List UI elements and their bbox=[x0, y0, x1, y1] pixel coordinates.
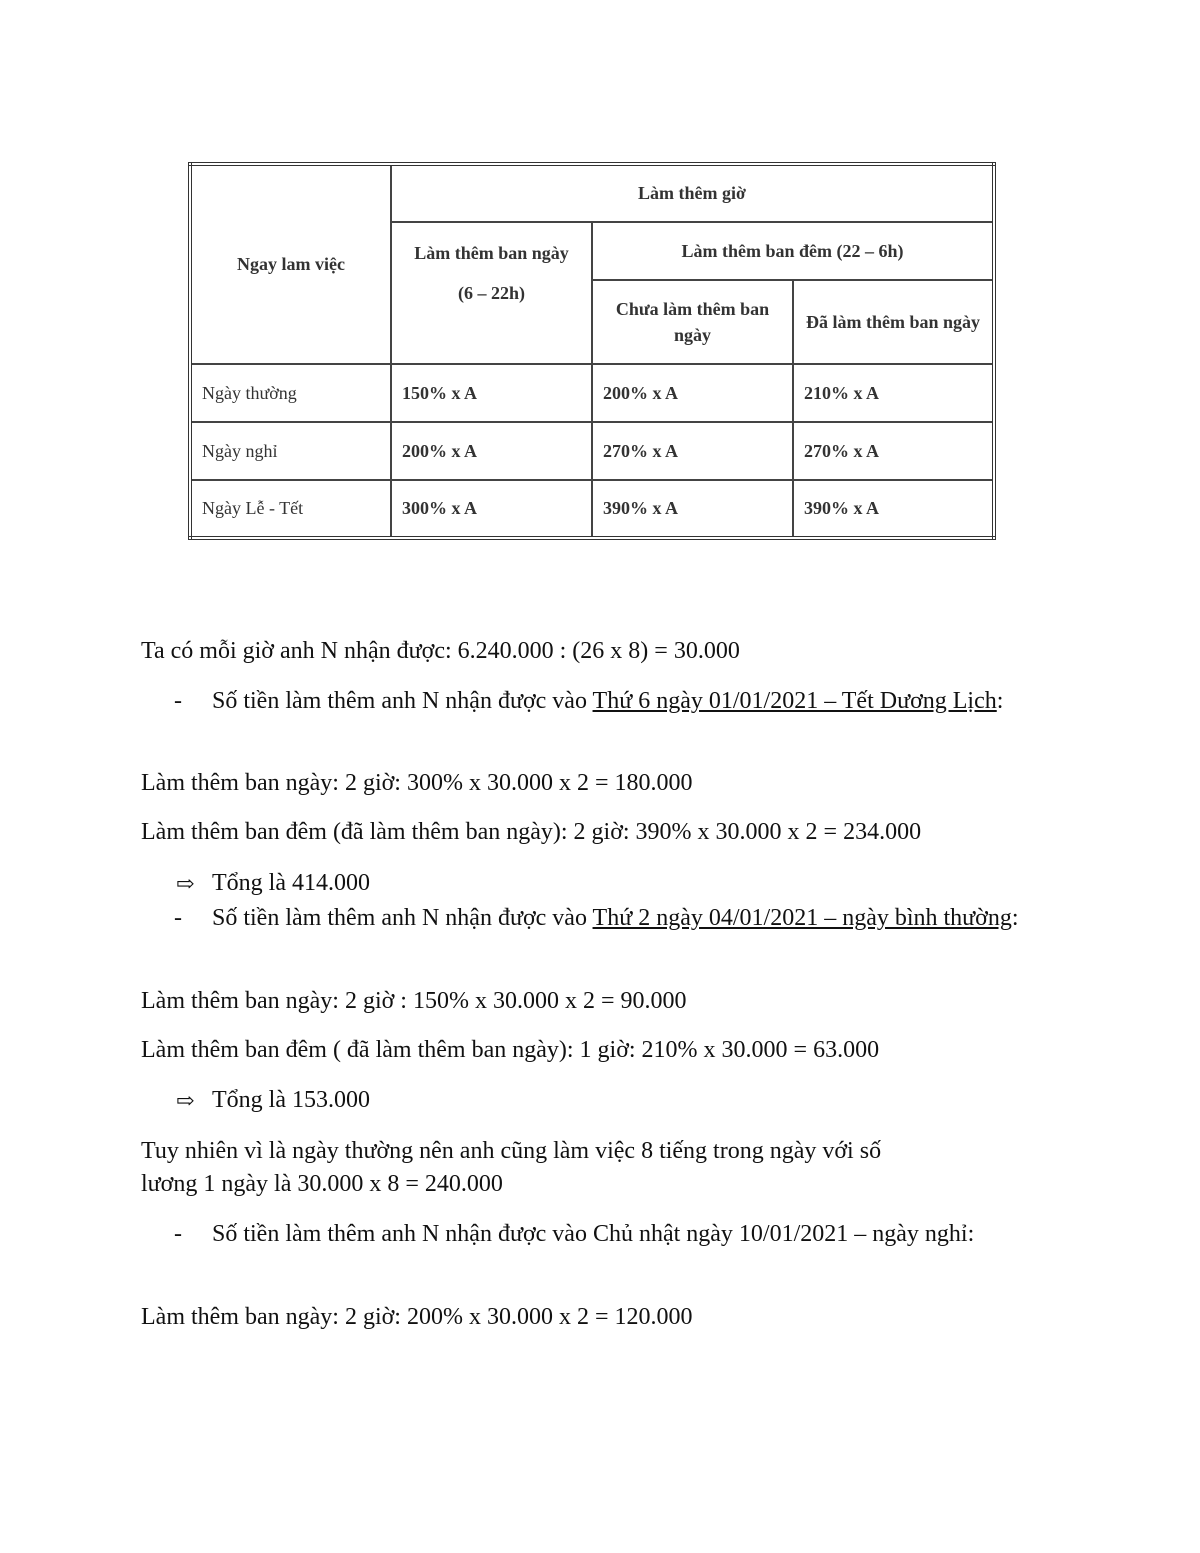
header-working-day: Ngay lam việc bbox=[190, 164, 391, 364]
calc-line: Làm thêm ban đêm ( đã làm thêm ban ngày): 1 giờ: 210% x 30.000 = 63.000 bbox=[141, 1037, 880, 1063]
header-night-overtime: Làm thêm ban đêm (22 – 6h) bbox=[592, 222, 994, 280]
header-overtime: Làm thêm giờ bbox=[391, 164, 994, 222]
total-line: Tổng là 153.000 bbox=[212, 1087, 370, 1113]
rate-cell: 390% x A bbox=[793, 480, 994, 538]
table-row bbox=[190, 364, 994, 422]
calc-line: Làm thêm ban ngày: 2 giờ: 300% x 30.000 x 2 = 180.000 bbox=[141, 770, 693, 796]
bullet-new-year: Số tiền làm thêm anh N nhận được vào Thứ 6 ngày 01/01/2021 – Tết Dương Lịch: bbox=[212, 688, 1004, 714]
intro-paragraph: Ta có mỗi giờ anh N nhận được: 6.240.000 : (26 x 8) = 30.000 bbox=[141, 638, 740, 664]
rate-cell: 200% x A bbox=[391, 422, 592, 480]
table-row bbox=[190, 480, 994, 538]
rate-cell: 150% x A bbox=[391, 364, 592, 422]
date-new-year: Thứ 6 ngày 01/01/2021 – Tết Dương Lịch bbox=[592, 688, 997, 714]
rate-cell: 270% x A bbox=[793, 422, 994, 480]
header-night-not-day: Chưa làm thêm ban ngày bbox=[592, 280, 793, 364]
total-line: Tổng là 414.000 bbox=[212, 870, 370, 896]
row-label: Ngày nghỉ bbox=[190, 422, 391, 480]
rate-cell: 390% x A bbox=[592, 480, 793, 538]
calc-line: Làm thêm ban ngày: 2 giờ: 200% x 30.000 x 2 = 120.000 bbox=[141, 1304, 693, 1330]
rate-cell: 300% x A bbox=[391, 480, 592, 538]
calc-line: Làm thêm ban đêm (đã làm thêm ban ngày): 2 giờ: 390% x 30.000 x 2 = 234.000 bbox=[141, 819, 922, 845]
header-daytime-overtime: Làm thêm ban ngày (6 – 22h) bbox=[391, 222, 592, 364]
overtime-rate-table bbox=[188, 162, 996, 540]
table-row bbox=[190, 422, 994, 480]
note-line: lương 1 ngày là 30.000 x 8 = 240.000 bbox=[141, 1171, 503, 1197]
bullet-dash: - bbox=[174, 1221, 182, 1247]
row-label: Ngày Lễ - Tết bbox=[190, 480, 391, 538]
header-night-done-day: Đã làm thêm ban ngày bbox=[793, 280, 994, 364]
calc-line: Làm thêm ban ngày: 2 giờ : 150% x 30.000 x 2 = 90.000 bbox=[141, 988, 687, 1014]
date-normal-day: Thứ 2 ngày 04/01/2021 – ngày bình thường bbox=[592, 905, 1012, 931]
arrow-icon: ⇨ bbox=[176, 1088, 195, 1113]
rate-cell: 200% x A bbox=[592, 364, 793, 422]
bullet-normal-day: Số tiền làm thêm anh N nhận được vào Thứ 2 ngày 04/01/2021 – ngày bình thường: bbox=[212, 905, 1019, 931]
note-line: Tuy nhiên vì là ngày thường nên anh cũng làm việc 8 tiếng trong ngày với số bbox=[141, 1138, 882, 1164]
arrow-icon: ⇨ bbox=[176, 871, 195, 896]
bullet-dash: - bbox=[174, 905, 182, 931]
row-label: Ngày thường bbox=[190, 364, 391, 422]
bullet-dash: - bbox=[174, 688, 182, 714]
rate-cell: 270% x A bbox=[592, 422, 793, 480]
bullet-day-off: Số tiền làm thêm anh N nhận được vào Chủ nhật ngày 10/01/2021 – ngày nghỉ: bbox=[212, 1221, 975, 1247]
rate-cell: 210% x A bbox=[793, 364, 994, 422]
